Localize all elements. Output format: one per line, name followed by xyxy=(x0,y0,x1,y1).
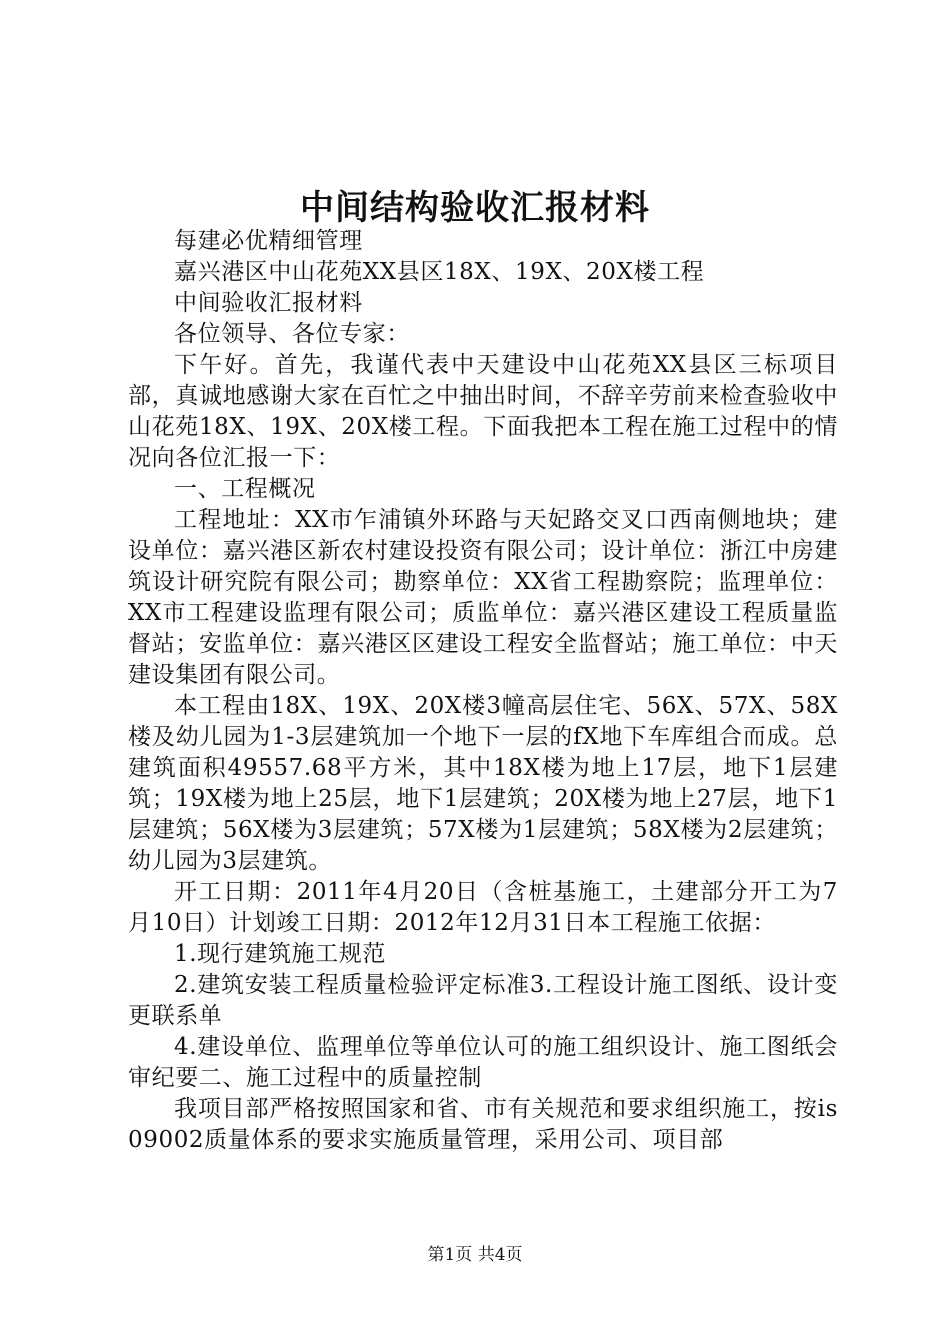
page-number-footer: 第1页 共4页 xyxy=(427,1245,523,1265)
document-title: 中间结构验收汇报材料 xyxy=(300,188,650,228)
paragraph-salutation: 各位领导、各位专家： xyxy=(174,321,410,347)
document-body xyxy=(128,226,838,1156)
section-heading-overview: 一、工程概况 xyxy=(174,476,316,502)
paragraph-greeting: 下午好。首先，我谨代表中天建设中山花苑XX县区三标项目部，真诚地感谢大家在百忙之中抽出时间，不辞辛劳前来检查验收中山花苑18X、19X、20X楼工程。下面我把本工程在施工过程中的情况向各位汇报一下： xyxy=(128,352,838,471)
paragraph-report-subtitle: 中间验收汇报材料 xyxy=(174,290,363,316)
list-item-basis-2: 2.建筑安装工程质量检验评定标准3.工程设计施工图纸、设计变更联系单 xyxy=(128,972,838,1029)
paragraph-address-units: 工程地址：XX市乍浦镇外环路与天妃路交叉口西南侧地块；建设单位：嘉兴港区新农村建设投资有限公司；设计单位：浙江中房建筑设计研究院有限公司；勘察单位：XX省工程勘察院；监理单位：XX市工程建设监理有限公司；质监单位：嘉兴港区建设工程质量监督站；安监单位：嘉兴港区区建设工程安全监督站；施工单位：中天建设集团有限公司。 xyxy=(128,507,838,688)
paragraph-quality-control: 我项目部严格按照国家和省、市有关规范和要求组织施工，按is09002质量体系的要求实施质量管理，采用公司、项目部 xyxy=(128,1096,838,1153)
paragraph-schedule: 开工日期：2011年4月20日（含桩基施工，土建部分开工为7月10日）计划竣工日期：2012年12月31日本工程施工依据： xyxy=(128,879,838,936)
list-item-basis-4: 4.建设单位、监理单位等单位认可的施工组织设计、施工图纸会审纪要二、施工过程中的质量控制 xyxy=(128,1034,838,1091)
paragraph-building-scope: 本工程由18X、19X、20X楼3幢高层住宅、56X、57X、58X楼及幼儿园为1-3层建筑加一个地下一层的fX地下车库组合而成。总建筑面积49557.68平方米，其中18X楼为地上17层，地下1层建筑；19X楼为地上25层，地下1层建筑；20X楼为地上27层，地下1层建筑；56X楼为3层建筑；57X楼为1层建筑；58X楼为2层建筑；幼儿园为3层建筑。 xyxy=(128,693,838,874)
list-item-basis-1: 1.现行建筑施工规范 xyxy=(174,941,386,967)
paragraph-project-name: 嘉兴港区中山花苑XX县区18X、19X、20X楼工程 xyxy=(174,259,705,285)
paragraph-motto: 每建必优精细管理 xyxy=(174,228,363,254)
